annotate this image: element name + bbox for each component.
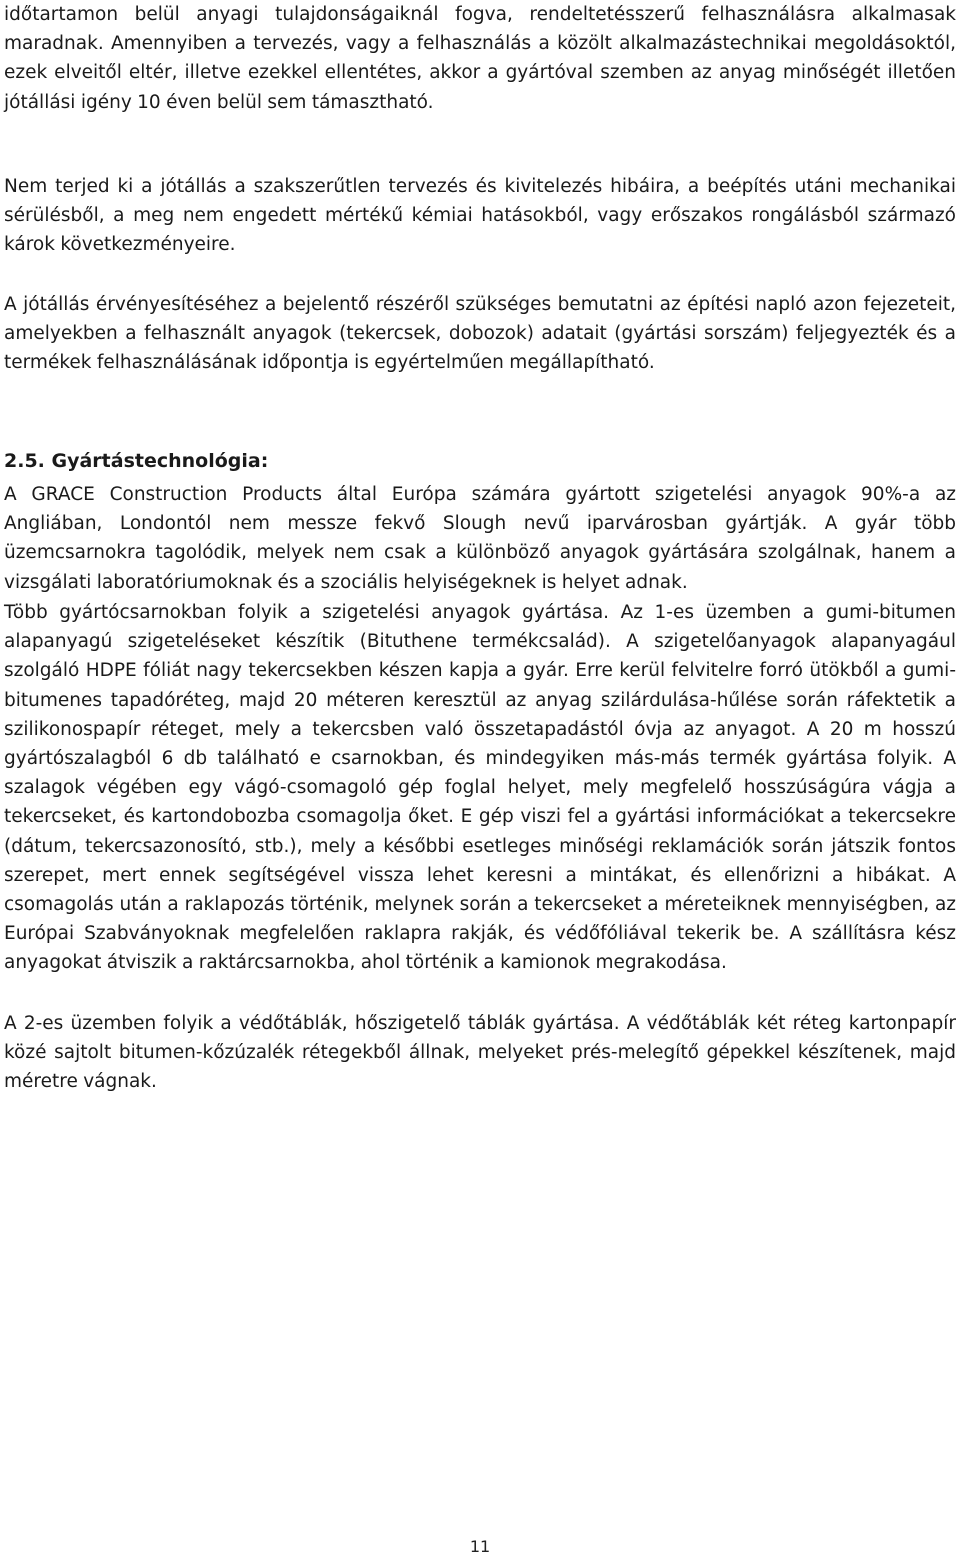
- paragraph-plant-1: Több gyártócsarnokban folyik a szigetelési anyagok gyártása. Az 1-es üzemben a gumi-bitumen alapanyagú szigeteléseket készítik (Bituthene termékcsalád). A szigetelőanyagok alapanyagául szolgáló HDPE fóliát nagy tekercsekben készen kapja a gyár. Erre kerül felvitelre forró ütökből a gumi-bitumenes tapadóréteg, majd 20 méteren keresztül az anyag szilárdulása-hűlése során ráfektetik a szilikonospapír réteget, mely a tekercsben való összetapadástól óvja az anyagot. A 20 m hosszú gyártószalagból 6 db található e csarnokban, és mindegyiken más-más termék gyártása folyik. A szalagok végében egy vágó-csomagoló gép foglal helyet, mely megfelelő hosszúságúra vágja a tekercseket, és kartondobozba csomagolja őket. E gép viszi fel a gyártási információkat a tekercsekre (dátum, tekercsazonosító, stb.), mely a későbbi esetleges minőségi reklamációk során játszik fontos szerepet, mert ennek segítségével vissza lehet keresni a mintákat, és ellenőrizni a hibákat. A csomagolás után a raklapozás történik, melynek során a tekercseket a méreteiknek mennyiségben, az Európai Szabványoknak megfelelően raklapra rakják, és védőfóliával tekerik be. A szállításra kész anyagokat átviszik a raktárcsarnokba, ahol történik a kamionok megrakodása.: [4, 602, 956, 974]
- section-heading: 2.5. Gyártástechnológia:: [4, 450, 269, 472]
- paragraph-production-overview: A GRACE Construction Products által Európa számára gyártott szigetelési anyagok 90%-a az Angliában, Londontól nem messze fekvő Slough nevű iparvárosban gyártják. A gyár több üzemcsarnokra tagolódik, melyek nem csak a különböző anyagok gyártására szolgálnak, hanem a vizsgálati laboratóriumoknak és a szociális helyiségeknek is helyet adnak.: [4, 484, 956, 593]
- page-number: 11: [469, 1537, 491, 1556]
- paragraph-warranty-intro: időtartamon belül anyagi tulajdonságaiknál fogva, rendeltetésszerű felhasználásra alkalmasak maradnak. Amennyiben a tervezés, vagy a felhasználás a közölt alkalmazástechnikai megoldásoktól, ezek elveitől eltér, illetve ezekkel ellentétes, akkor a gyártóval szemben az anyag minőségét illetően jótállási igény 10 éven belül sem támasztható.: [4, 4, 956, 113]
- paragraph-warranty-claim: A jótállás érvényesítéséhez a bejelentő részéről szükséges bemutatni az építési napló azon fejezeteit, amelyekben a felhasznált anyagok (tekercsek, dobozok) adatait (gyártási sorszám) feljegyezték és a termékek felhasználásának időpontja is egyértelműen megállapítható.: [4, 294, 956, 374]
- paragraph-warranty-exclusions: Nem terjed ki a jótállás a szakszerűtlen tervezés és kivitelezés hibáira, a beépítés utáni mechanikai sérülésből, a meg nem engedett mértékű kémiai hatásokból, vagy erőszakos rongálásból származó károk következményeire.: [4, 176, 956, 256]
- paragraph-plant-2: A 2-es üzemben folyik a védőtáblák, hőszigetelő táblák gyártása. A védőtáblák két réteg kartonpapír közé sajtolt bitumen-kőzúzalék rétegekből állnak, melyeket prés-melegítő gépekkel készítenek, majd méretre vágnak.: [4, 1013, 956, 1093]
